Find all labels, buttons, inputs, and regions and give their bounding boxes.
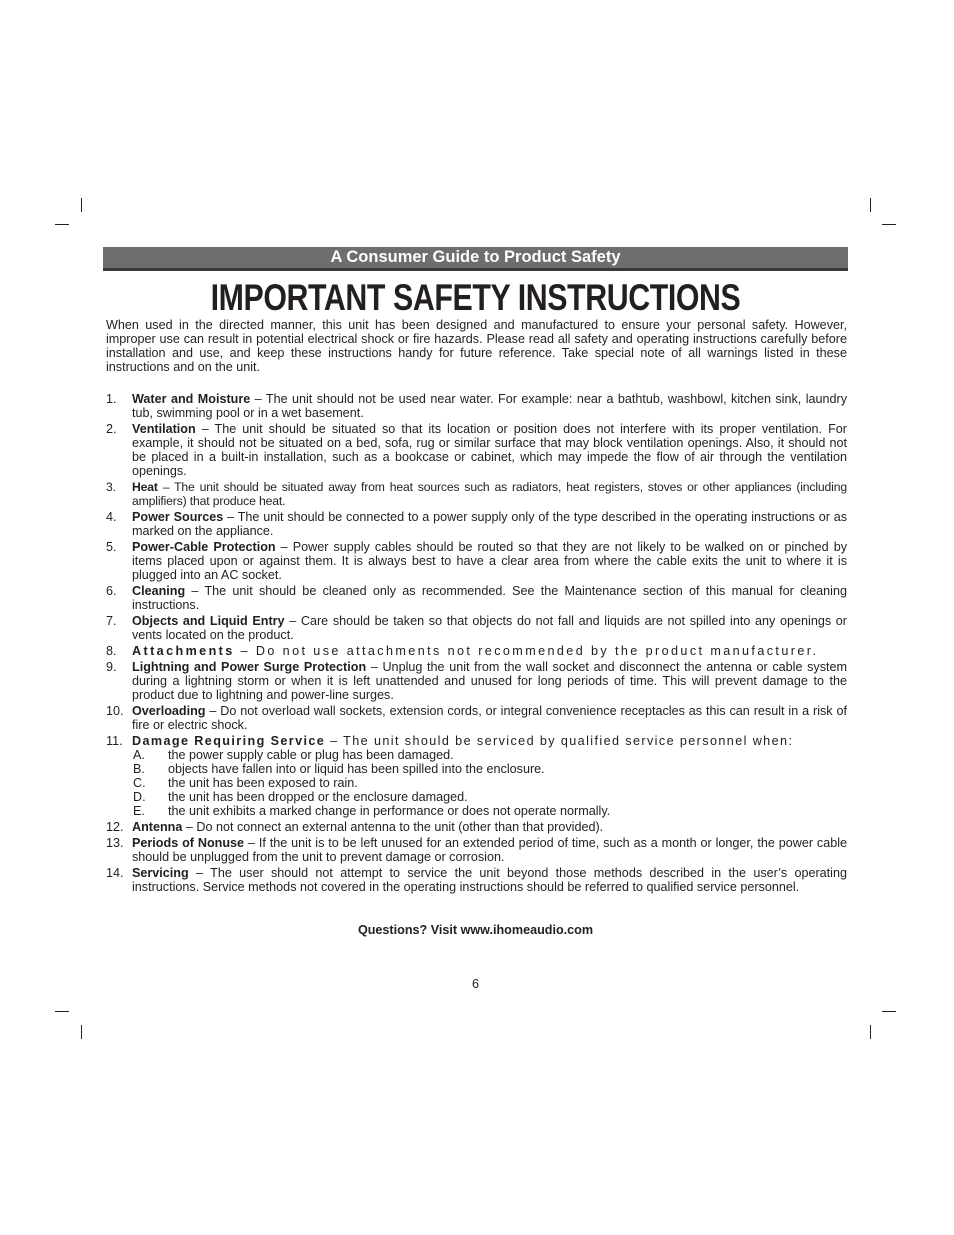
damage-conditions-sublist: [106, 748, 847, 818]
list-item: [106, 734, 847, 748]
item-text: – The user should not attempt to service the unit beyond those methods described in the user’s operating instructions. Service methods not covered in the operating instructions should be referred to qualified service personnel.: [132, 866, 847, 894]
item-heading: Ventilation: [132, 422, 196, 436]
list-item: [106, 866, 847, 894]
sublist-text: the power supply cable or plug has been damaged.: [168, 748, 454, 762]
item-number: 6.: [106, 584, 117, 598]
item-number: 10.: [106, 704, 124, 718]
list-item: [106, 660, 847, 702]
item-text: – Power supply cables should be routed so that they are not likely to be walked on or pinched by items placed upon or against them. It is always best to have a clear area from where the cable exits the unit to where it is plugged into an AC socket.: [132, 540, 847, 582]
sublist-text: the unit has been dropped or the enclosure damaged.: [168, 790, 468, 804]
item-text: – The unit should be serviced by qualified service personnel when:: [325, 734, 794, 748]
item-number: 1.: [106, 392, 117, 406]
item-number: 11.: [106, 734, 123, 748]
item-text: – Care should be taken so that objects do not fall and liquids are not spilled into any openings or vents located on the product.: [132, 614, 847, 642]
item-number: 9.: [106, 660, 117, 674]
crop-mark-bottom-right-vertical: [870, 1025, 871, 1039]
sublist-letter: E.: [133, 804, 145, 818]
item-heading: Power-Cable Protection: [132, 540, 276, 554]
item-text: – Do not use attachments not recommended by the product manufacturer.: [234, 644, 819, 658]
list-item: [106, 510, 847, 538]
safety-instructions-list: [106, 392, 847, 896]
item-text: – Unplug the unit from the wall socket and disconnect the antenna or cable system during a lightning storm or when it is left unattended and unused for long periods of time. This will prevent damage to the product due to lightning and power-line surges.: [132, 660, 847, 702]
item-heading: Attachments: [132, 644, 235, 658]
list-item: [106, 644, 847, 658]
item-number: 4.: [106, 510, 117, 524]
list-item: [106, 614, 847, 642]
item-heading: Lightning and Power Surge Protection: [132, 660, 367, 674]
crop-mark-bottom-left-vertical: [81, 1025, 82, 1039]
item-number: 12.: [106, 820, 124, 834]
crop-mark-top-left-horizontal: [55, 224, 69, 225]
item-text: – The unit should be situated away from heat sources such as radiators, heat registers, stoves or other appliances (including amplifiers) that produce heat.: [132, 480, 847, 508]
item-text: – The unit should be connected to a power supply only of the type described in the operating instructions or as marked on the appliance.: [132, 510, 848, 538]
item-heading: Overloading: [132, 704, 206, 718]
crop-mark-top-right-horizontal: [882, 224, 896, 225]
crop-mark-top-right-vertical: [870, 198, 871, 212]
crop-mark-bottom-right-horizontal: [882, 1011, 896, 1012]
list-item: [106, 480, 847, 508]
list-item: [106, 704, 847, 732]
sublist-item: [106, 776, 847, 790]
item-heading: Heat: [132, 480, 158, 494]
crop-mark-top-left-vertical: [81, 198, 82, 212]
list-item: [106, 836, 847, 864]
list-item: [106, 422, 847, 478]
intro-paragraph: When used in the directed manner, this unit has been designed and manufactured to ensure your personal safety. However, improper use can result in potential electrical shock or fire hazards. Please read all safety and operating instructions carefully before installation and use, and keep these instructions handy for future reference. Take special note of all warnings listed in these instructions and on the unit.: [106, 318, 847, 374]
sublist-text: the unit exhibits a marked change in performance or does not operate normally.: [168, 804, 611, 818]
item-text: – Do not connect an external antenna to the unit (other than that provided).: [182, 820, 604, 834]
item-number: 7.: [106, 614, 117, 628]
item-text: – The unit should be cleaned only as recommended. See the Maintenance section of this manual for cleaning instructions.: [132, 584, 847, 612]
item-heading: Antenna: [132, 820, 183, 834]
list-item: [106, 392, 847, 420]
sublist-letter: B.: [133, 762, 145, 776]
list-item: [106, 584, 847, 612]
item-heading: Periods of Nonuse: [132, 836, 245, 850]
page-title: IMPORTANT SAFETY INSTRUCTIONS: [210, 277, 741, 318]
list-item: [106, 820, 847, 834]
page-number: 6: [471, 977, 479, 991]
item-number: 3.: [106, 480, 116, 494]
sublist-letter: D.: [133, 790, 146, 804]
item-heading: Power Sources: [132, 510, 224, 524]
sublist-letter: A.: [133, 748, 145, 762]
item-heading: Servicing: [132, 866, 189, 880]
sublist-item: [106, 804, 847, 818]
list-item: [106, 540, 847, 582]
item-text: – Do not overload wall sockets, extension cords, or integral convenience receptacles as this can result in a risk of fire or electric shock.: [132, 704, 847, 732]
item-number: 14.: [106, 866, 124, 880]
crop-mark-bottom-left-horizontal: [55, 1011, 69, 1012]
item-heading: Cleaning: [132, 584, 186, 598]
item-number: 13.: [106, 836, 124, 850]
item-text: – If the unit is to be left unused for an extended period of time, such as a month or longer, the power cable should be unplugged from the unit to prevent damage or corrosion.: [132, 836, 848, 864]
questions-link: Questions? Visit www.ihomeaudio.com: [357, 923, 594, 937]
item-number: 2.: [106, 422, 117, 436]
sublist-item: [106, 748, 847, 762]
item-text: – The unit should be situated so that its location or position does not interfere with its proper ventilation. For example, it should not be situated on a bed, sofa, rug or similar surface that may block ventilation openings. Also, it should not be placed in a built-in installation, such as a bookcase or cabinet, which may impede the flow of air through the ventilation openings.: [132, 422, 847, 478]
item-number: 8.: [106, 644, 117, 658]
sublist-item: [106, 790, 847, 804]
item-text: – The unit should not be used near water. For example: near a bathtub, washbowl, kitchen sink, laundry tub, swimming pool or in a wet basement.: [132, 392, 848, 420]
sublist-text: objects have fallen into or liquid has been spilled into the enclosure.: [168, 762, 545, 776]
sublist-item: [106, 762, 847, 776]
section-banner: A Consumer Guide to Product Safety: [103, 247, 848, 271]
item-number: 5.: [106, 540, 117, 554]
item-heading: Damage Requiring Service: [132, 734, 326, 748]
sublist-letter: C.: [133, 776, 146, 790]
sublist-text: the unit has been exposed to rain.: [168, 776, 358, 790]
item-heading: Objects and Liquid Entry: [132, 614, 285, 628]
item-heading: Water and Moisture: [132, 392, 251, 406]
